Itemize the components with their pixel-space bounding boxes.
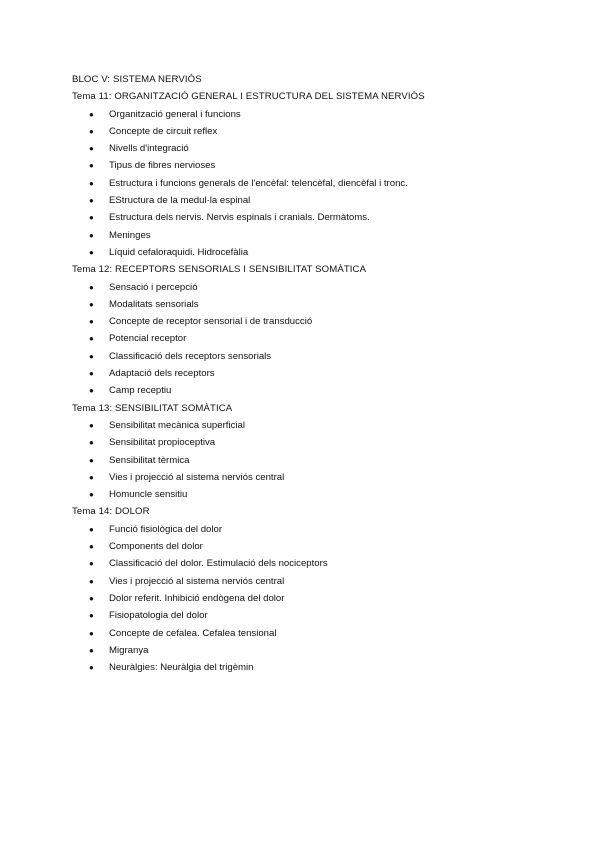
bullet-icon: ●	[89, 576, 94, 586]
list-item	[72, 382, 542, 399]
bullet-icon: ●	[89, 299, 94, 309]
list-item-text: Modalitats sensorials	[109, 298, 199, 310]
list-item-text: Organització general i funcions	[109, 108, 241, 120]
list-item	[72, 279, 542, 296]
bullet-icon: ●	[89, 593, 94, 603]
bullet-icon: ●	[89, 524, 94, 534]
section-item-list	[72, 417, 542, 503]
section-title: Tema 11: ORGANITZACIÓ GENERAL I ESTRUCTURA DEL SISTEMA NERVIÓS	[72, 91, 425, 103]
bullet-icon: ●	[89, 663, 94, 673]
bullet-icon: ●	[89, 230, 94, 240]
section-title: Tema 13: SENSIBILITAT SOMÀTICA	[72, 402, 233, 414]
list-item-text: Concepte de circuit reflex	[109, 125, 218, 137]
list-item-text: Sensibilitat mecànica superficial	[109, 419, 245, 431]
list-item-text: Vies i projecció al sistema nerviós central	[109, 575, 285, 587]
bullet-icon: ●	[89, 455, 94, 465]
list-item-text: Concepte de receptor sensorial i de transducció	[109, 316, 313, 328]
list-item	[72, 434, 542, 451]
bullet-icon: ●	[89, 282, 94, 292]
list-item-text: Fisiopatologia del dolor	[109, 610, 208, 622]
list-item-text: Components del dolor	[109, 541, 203, 553]
bullet-icon: ●	[89, 611, 94, 621]
list-item	[72, 296, 542, 313]
bullet-icon: ●	[89, 334, 94, 344]
section-item-list	[72, 279, 542, 400]
bullet-icon: ●	[89, 645, 94, 655]
list-item-text: Classificació dels receptors sensorials	[109, 350, 272, 362]
list-item	[72, 452, 542, 469]
list-item-text: Homuncle sensitiu	[109, 489, 188, 501]
bullet-icon: ●	[89, 559, 94, 569]
bullet-icon: ●	[89, 161, 94, 171]
list-item-text: Meninges	[109, 229, 151, 241]
bullet-icon: ●	[89, 126, 94, 136]
list-item-text: Funció fisiològica del dolor	[109, 523, 223, 535]
list-item	[72, 625, 542, 642]
bullet-icon: ●	[89, 196, 94, 206]
list-item-text: Migranya	[109, 644, 149, 656]
list-item	[72, 486, 542, 503]
list-item-text: Estructura i funcions generals de l'encèfal: telencèfal, diencèfal i tronc.	[109, 177, 408, 189]
list-item-text: Sensació i percepció	[109, 281, 198, 293]
list-item	[72, 106, 542, 123]
bullet-icon: ●	[89, 144, 94, 154]
bullet-icon: ●	[89, 420, 94, 430]
list-item-text: Nivells d'integració	[109, 143, 189, 155]
list-item	[72, 192, 542, 209]
bloc-title: BLOC V: SISTEMA NERVIÓS	[72, 74, 202, 85]
section-item-list	[72, 106, 542, 262]
list-item-text: Classificació del dolor. Estimulació dels nociceptors	[109, 558, 328, 570]
bullet-icon: ●	[89, 213, 94, 223]
bullet-icon: ●	[89, 490, 94, 500]
list-item-text: Potencial receptor	[109, 333, 187, 345]
bullet-icon: ●	[89, 542, 94, 552]
list-item	[72, 521, 542, 538]
list-item-text: Vies i projecció al sistema nerviós central	[109, 471, 285, 483]
bullet-icon: ●	[89, 247, 94, 257]
list-item	[72, 538, 542, 555]
list-item	[72, 469, 542, 486]
list-item	[72, 175, 542, 192]
list-item	[72, 555, 542, 572]
list-item-text: Concepte de cefalea. Cefalea tensional	[109, 627, 277, 639]
list-item-text: Dolor referit. Inhibició endògena del dolor	[109, 592, 285, 604]
bullet-icon: ●	[89, 438, 94, 448]
document-body	[72, 71, 542, 676]
list-item	[72, 348, 542, 365]
sections-container	[72, 88, 542, 676]
list-item	[72, 607, 542, 624]
list-item	[72, 123, 542, 140]
list-item-text: Camp receptiu	[109, 385, 172, 397]
list-item	[72, 573, 542, 590]
bullet-icon: ●	[89, 386, 94, 396]
bullet-icon: ●	[89, 351, 94, 361]
bullet-icon: ●	[89, 369, 94, 379]
list-item	[72, 590, 542, 607]
list-item-text: Líquid cefaloraquidi. Hidrocefàlia	[109, 246, 249, 258]
list-item	[72, 313, 542, 330]
list-item	[72, 330, 542, 347]
section-title: Tema 14: DOLOR	[72, 506, 150, 518]
list-item-text: EStructura de la medul·la espinal	[109, 195, 251, 207]
list-item-text: Sensibilitat tèrmica	[109, 454, 190, 466]
list-item	[72, 157, 542, 174]
list-item	[72, 244, 542, 261]
list-item	[72, 365, 542, 382]
list-item-text: Tipus de fibres nervioses	[109, 160, 216, 172]
list-item-text: Sensibilitat propioceptiva	[109, 437, 216, 449]
list-item	[72, 209, 542, 226]
list-item-text: Adaptació dels receptors	[109, 368, 215, 380]
list-item	[72, 417, 542, 434]
section-item-list	[72, 521, 542, 677]
bullet-icon: ●	[89, 109, 94, 119]
list-item-text: Neuràlgies: Neuràlgia del trigèmin	[109, 662, 254, 674]
bullet-icon: ●	[89, 628, 94, 638]
list-item	[72, 642, 542, 659]
bullet-icon: ●	[89, 178, 94, 188]
list-item	[72, 140, 542, 157]
list-item	[72, 659, 542, 676]
list-item-text: Estructura dels nervis. Nervis espinals i cranials. Dermàtoms.	[109, 212, 370, 224]
bullet-icon: ●	[89, 317, 94, 327]
list-item	[72, 227, 542, 244]
section-title: Tema 12: RECEPTORS SENSORIALS I SENSIBILITAT SOMÀTICA	[72, 264, 367, 276]
bullet-icon: ●	[89, 472, 94, 482]
